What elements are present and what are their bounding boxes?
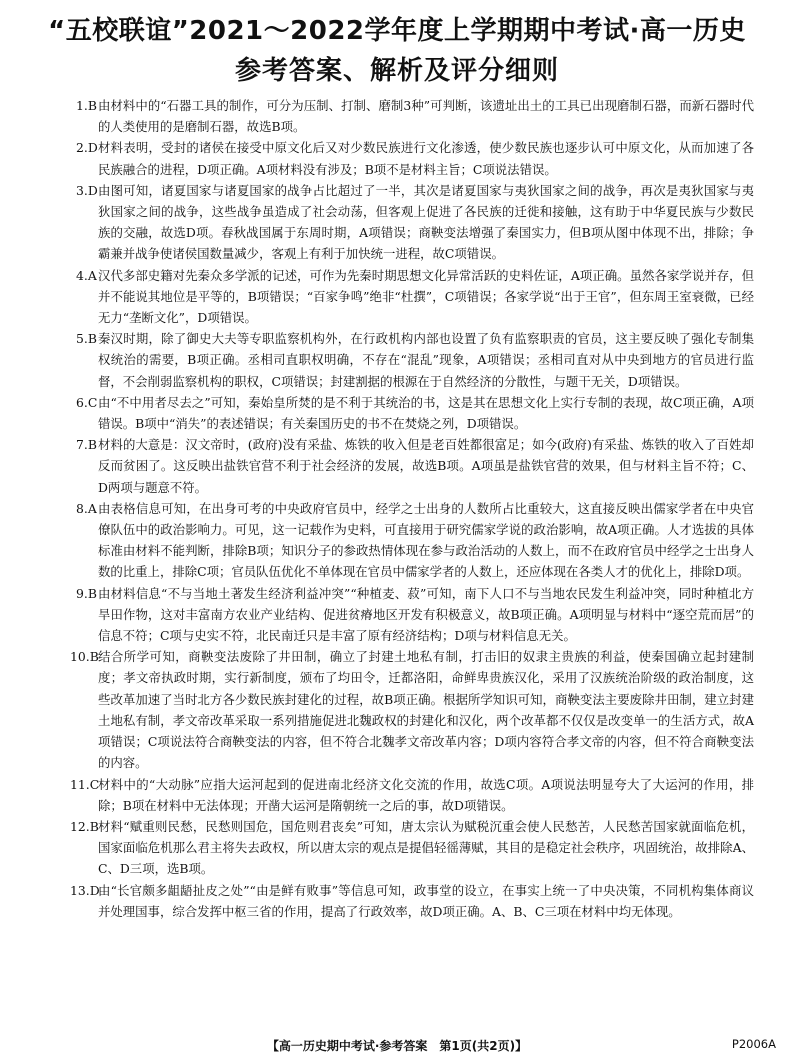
answer-number: 11.C — [70, 776, 100, 792]
answer-text: 汉代多部史籍对先秦众多学派的记述，可作为先秦时期思想文化异常活跃的史料佐证，A项正确。虽然各家学说并存，但并不能说其地位是平等的，B项错误；“百家争鸣”绝非“杜撰”，C项错误；各家学说“出于王官”，但东周王室衰微，已经无力“垄断文化”，D项错误。 — [98, 267, 754, 326]
answer-number: 1.B — [76, 98, 97, 113]
answer-text: 材料中的“大动脉”应指大运河起到的促进南北经济文化交流的作用，故选C项。A项说法明显夸大了大运河的作用，排除；B项在材料中无法体现；开凿大运河是隋朝统一之后的事，故D项错误。 — [98, 776, 754, 813]
answer-number: 5.B — [76, 331, 97, 347]
answer-text: 材料表明，受封的诸侯在接受中原文化后又对少数民族进行文化渗透，使少数民族也逐步认可中原文化，从而加速了各民族融合的进程，D项正确。A项材料没有涉及；B项不是材料主旨；C项说法错误。 — [98, 140, 754, 177]
answer-number: 4.A — [76, 267, 97, 283]
answer-number: 12.B — [70, 818, 99, 834]
answer-number: 8.A — [76, 500, 97, 516]
footer-code: P2006A — [731, 1037, 776, 1051]
page-footer — [0, 1037, 794, 1055]
answer-number: 7.B — [76, 437, 97, 453]
answer-item-5 — [76, 328, 754, 392]
answer-text: 由“长官颇多龃龉扯皮之处”“由是鲜有败事”等信息可知，政事堂的设立，在事实上统一了中央决策，不同机构集体商议并处理国事，综合发挥中枢三省的作用，提高了行政效率，故D项正确。A、B、C三项在材料中均无体现。 — [98, 882, 754, 919]
page-title: “五校联谊”2021～2022学年度上学期期中考试·高一历史 — [48, 16, 746, 46]
answer-item-12 — [70, 816, 754, 880]
answer-text: 由图可知，诸夏国家与诸夏国家的战争占比超过了一半，其次是诸夏国家与夷狄国家之间的战争，再次是夷狄国家与夷狄国家之间的战争，这些战争虽造成了社会动荡，但客观上促进了各民族的迁徙和接触，这有助于中华夏民族与少数民族的交融，故选D项。春秋战国属于东周时期，A项错误；商鞅变法增强了秦国实力，但B项从图中体现不出，排除；争霸兼并战争使诸侯国数量减少，客观上有利于加快统一进程，故C项错误。 — [98, 182, 754, 262]
answer-item-4 — [76, 265, 754, 329]
footer-page-info: 【高一历史期中考试·参考答案 第1页(共2页)】 — [266, 1039, 528, 1053]
answer-item-3 — [76, 180, 754, 265]
answer-text: 由材料中的“石器工具的制作，可分为压制、打制、磨制3种”可判断，该遗址出土的工具已出现磨制石器，而新石器时代的人类使用的是磨制石器，故选B项。 — [98, 98, 754, 135]
answer-item-2 — [76, 137, 754, 179]
answer-text: 材料的大意是：汉文帝时，(政府)没有采盐、炼铁的收入但是老百姓都很富足；如今(政府)有采盐、炼铁的收入了百姓却反而贫困了。这反映出盐铁官营不利于社会经济的发展，故选B项。A项虽是盐铁官营的效果，但与材料主旨不符；C、D两项与题意不符。 — [98, 437, 754, 495]
answer-number: 9.B — [76, 585, 97, 601]
answer-item-10 — [70, 646, 754, 773]
answer-number: 13.D — [70, 882, 100, 898]
answer-item-9 — [76, 583, 754, 647]
answer-item-7 — [76, 434, 754, 498]
answer-number: 6.C — [76, 394, 98, 410]
answer-item-6 — [76, 392, 754, 434]
answer-text: 材料“赋重则民愁，民愁则国危，国危则君丧矣”可知，唐太宗认为赋税沉重会使人民愁苦，人民愁苦国家就面临危机，国家面临危机那么君主将失去政权，所以唐太宗的观点是提倡轻徭薄赋，其目的是稳定社会秩序，巩固统治，故排除A、C、D三项，选B项。 — [98, 818, 754, 877]
answer-item-13 — [70, 880, 754, 922]
answer-item-11 — [70, 774, 754, 816]
answer-number: 2.D — [76, 140, 98, 156]
answer-text: 秦汉时期，除了御史大夫等专职监察机构外，在行政机构内部也设置了负有监察职责的官员，这主要反映了强化专制集权统治的需要，B项正确。丞相司直职权明确，不存在“混乱”现象，A项错误；丞相司直对从中央到地方的官员进行监督，不会削弱监察机构的职权，C项错误；封建割据的根源在于自然经济的分散性，与题干无关，D项错误。 — [98, 331, 754, 389]
answer-text: 由材料信息“不与当地土著发生经济利益冲突”“种植麦、菽”可知，南下人口不与当地农民发生利益冲突，同时种植北方旱田作物，这对丰富南方农业产业结构、促进贫瘠地区开发有积极意义，故B项正确。A项明显与材料中“逐空荒而居”的信息不符；C项与史实不符，北民南迁只是丰富了原有经济结构；D项与材料信息无关。 — [98, 585, 754, 644]
answer-text: 由“不中用者尽去之”可知，秦始皇所焚的是不利于其统治的书，这是其在思想文化上实行专制的表现，故C项正确，A项错误。B项中“消失”的表述错误；有关秦国历史的书不在焚烧之列，D项错误。 — [98, 394, 754, 432]
page-subtitle: 参考答案、解析及评分细则 — [234, 56, 559, 86]
answer-item-1 — [76, 95, 754, 137]
answer-number: 3.D — [76, 182, 98, 198]
answer-item-8 — [76, 498, 754, 583]
answer-number: 10.B — [70, 649, 99, 665]
answer-list — [70, 95, 754, 922]
answer-text: 结合所学可知，商鞅变法废除了井田制，确立了封建土地私有制，打击旧的奴隶主贵族的利益，使秦国确立起封建制度；孝文帝执政时期，实行新制度，颁布了均田令，迁都洛阳，命鲜卑贵族汉化，采用了汉族统治阶级的政治制度，这些改革加速了当时北方各少数民族封建化的过程，故B项正确。根据所学知识可知，商鞅变法主要废除井田制，建立封建土地私有制，孝文帝改革采取一系列措施促进北魏政权的封建化和汉化，两个改革都不仅仅是改变单一的生活方式，故A项错误；C项说法符合商鞅变法的内容，但不符合北魏孝文帝改革内容；D项内容符合孝文帝的内容，但不符合商鞅变法的内容。 — [98, 649, 754, 771]
answer-text: 由表格信息可知，在出身可考的中央政府官员中，经学之士出身的人数所占比重较大，这直接反映出儒家学者在中央官僚队伍中的政治影响力。可见，这一记载作为史料，可直接用于研究儒家学说的政治影响，故A项正确。人才选拔的具体标准由材料不能判断，排除B项；知识分子的参政热情体现在参与政治活动的人数上，而不在政府官员中经学之士出身人数的比重上，排除C项；官员队伍优化不单体现在官员中儒家学者的人数上，还应体现在各类人才的优化上，排除D项。 — [98, 500, 754, 580]
